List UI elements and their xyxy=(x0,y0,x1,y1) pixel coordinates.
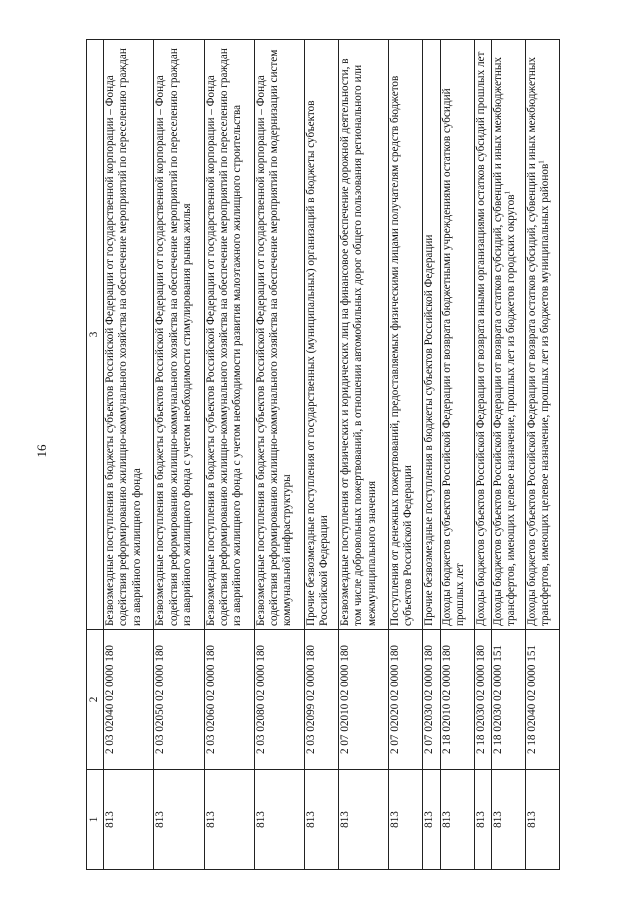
revenue-name-text: Безвозмездные поступления в бюджеты субъектов Российской Федерации от государственной корпорации – Фонда содействия реформированию жилищно-коммунального хозяйства на обеспечение мероприятий по модернизации систем коммунальной инфраструктуры xyxy=(254,49,294,626)
column-header-1: 1 xyxy=(87,770,104,870)
budget-code-cell: 2 03 02050 02 0000 180 xyxy=(154,630,204,770)
budget-code-cell: 2 07 02010 02 0000 180 xyxy=(338,630,388,770)
budget-code-cell: 2 03 02040 02 0000 180 xyxy=(104,630,154,770)
revenue-name-cell xyxy=(154,40,204,630)
revenue-name-cell xyxy=(492,40,526,630)
revenue-name-cell xyxy=(474,40,492,630)
admin-code-cell: 813 xyxy=(338,770,388,870)
column-header-3: 3 xyxy=(87,40,104,630)
revenue-codes-table xyxy=(86,39,560,870)
admin-code-cell: 813 xyxy=(389,770,423,870)
revenue-name-text: Доходы бюджетов субъектов Российской Федерации от возврата остатков субсидий, субвенций и иных межбюджетных трансфертов, имеющих целевое назначение, прошлых лет из бюджетов городских округов xyxy=(492,57,518,626)
admin-code-cell: 813 xyxy=(305,770,339,870)
table-row xyxy=(104,40,154,870)
revenue-name-text: Безвозмездные поступления в бюджеты субъектов Российской Федерации от государственной корпорации – Фонда содействия реформированию жилищно-коммунального хозяйства на обеспечение мероприятий по переселению граждан из аварийного жилищного фонда с учетом необходимости стимулирования рынка жилья xyxy=(154,48,193,626)
table-row xyxy=(474,40,492,870)
budget-code-cell: 2 07 02020 02 0000 180 xyxy=(389,630,423,770)
revenue-name-cell xyxy=(423,40,441,630)
column-header-2: 2 xyxy=(87,630,104,770)
budget-code-cell: 2 18 02010 02 0000 180 xyxy=(440,630,474,770)
revenue-name-text: Безвозмездные поступления от физических и юридических лиц на финансовое обеспечение дорожной деятельности, в том числе добровольных пожертвований, в отношении автомобильных дорог общего пользования регионального или межмуниципального значения xyxy=(338,58,378,626)
table-row xyxy=(492,40,526,870)
revenue-name-cell xyxy=(254,40,304,630)
table-row xyxy=(423,40,441,870)
budget-code-cell: 2 18 02030 02 0000 151 xyxy=(492,630,526,770)
table-row xyxy=(204,40,254,870)
table-row xyxy=(254,40,304,870)
budget-code-cell: 2 18 02040 02 0000 151 xyxy=(526,630,560,770)
revenue-name-cell xyxy=(389,40,423,630)
table-row xyxy=(389,40,423,870)
table-row xyxy=(154,40,204,870)
revenue-name-text: Поступления от денежных пожертвований, предоставляемых физическими лицами получателям средств бюджетов субъектов Российской Федерации xyxy=(389,75,415,626)
admin-code-cell: 813 xyxy=(204,770,254,870)
budget-code-cell: 2 03 02060 02 0000 180 xyxy=(204,630,254,770)
rotated-page-content xyxy=(86,40,560,870)
footnote-marker: 1 xyxy=(503,191,512,195)
admin-code-cell: 813 xyxy=(474,770,492,870)
admin-code-cell: 813 xyxy=(104,770,154,870)
revenue-name-text: Безвозмездные поступления в бюджеты субъектов Российской Федерации от государственной корпорации – Фонда содействия реформированию жилищно-коммунального хозяйства на обеспечение мероприятий по переселению граждан из аварийного жилищного фонда xyxy=(104,48,143,626)
budget-code-cell: 2 18 02030 02 0000 180 xyxy=(474,630,492,770)
table-row xyxy=(440,40,474,870)
budget-code-cell: 2 03 02080 02 0000 180 xyxy=(254,630,304,770)
admin-code-cell: 813 xyxy=(526,770,560,870)
admin-code-cell: 813 xyxy=(423,770,441,870)
revenue-name-cell xyxy=(305,40,339,630)
revenue-name-text: Доходы бюджетов субъектов Российской Федерации от возврата иными организациями остатков субсидий прошлых лет xyxy=(474,51,487,626)
revenue-name-text: Прочие безвозмездные поступления от государственных (муниципальных) организаций в бюджеты субъектов Российской Федерации xyxy=(305,100,331,626)
budget-code-cell: 2 07 02030 02 0000 180 xyxy=(423,630,441,770)
revenue-name-cell xyxy=(204,40,254,630)
budget-code-cell: 2 03 02099 02 0000 180 xyxy=(305,630,339,770)
revenue-name-text: Безвозмездные поступления в бюджеты субъектов Российской Федерации от государственной корпорации – Фонда содействия реформированию жилищно-коммунального хозяйства на обеспечение мероприятий по переселению граждан из аварийного жилищного фонда с учетом необходимости развития малоэтажного жилищного строительства xyxy=(204,48,244,626)
table-row xyxy=(338,40,388,870)
admin-code-cell: 813 xyxy=(254,770,304,870)
table-row xyxy=(526,40,560,870)
revenue-name-text: Прочие безвозмездные поступления в бюджеты субъектов Российской Федерации xyxy=(423,234,436,626)
revenue-name-cell xyxy=(338,40,388,630)
revenue-name-text: Доходы бюджетов субъектов Российской Федерации от возврата остатков субсидий, субвенций и иных межбюджетных трансфертов, имеющих целевое назначение, прошлых лет из бюджетов муниципальных районов xyxy=(526,57,552,626)
admin-code-cell: 813 xyxy=(440,770,474,870)
admin-code-cell: 813 xyxy=(492,770,526,870)
table-header-row xyxy=(87,40,104,870)
revenue-name-cell xyxy=(526,40,560,630)
revenue-name-cell xyxy=(440,40,474,630)
admin-code-cell: 813 xyxy=(154,770,204,870)
footnote-marker: 1 xyxy=(537,160,546,164)
page-number: 16 xyxy=(34,444,49,458)
revenue-name-text: Доходы бюджетов субъектов Российской Федерации от возврата бюджетными учреждениями остатков субсидий прошлых лет xyxy=(440,88,466,626)
table-row xyxy=(305,40,339,870)
revenue-name-cell xyxy=(104,40,154,630)
